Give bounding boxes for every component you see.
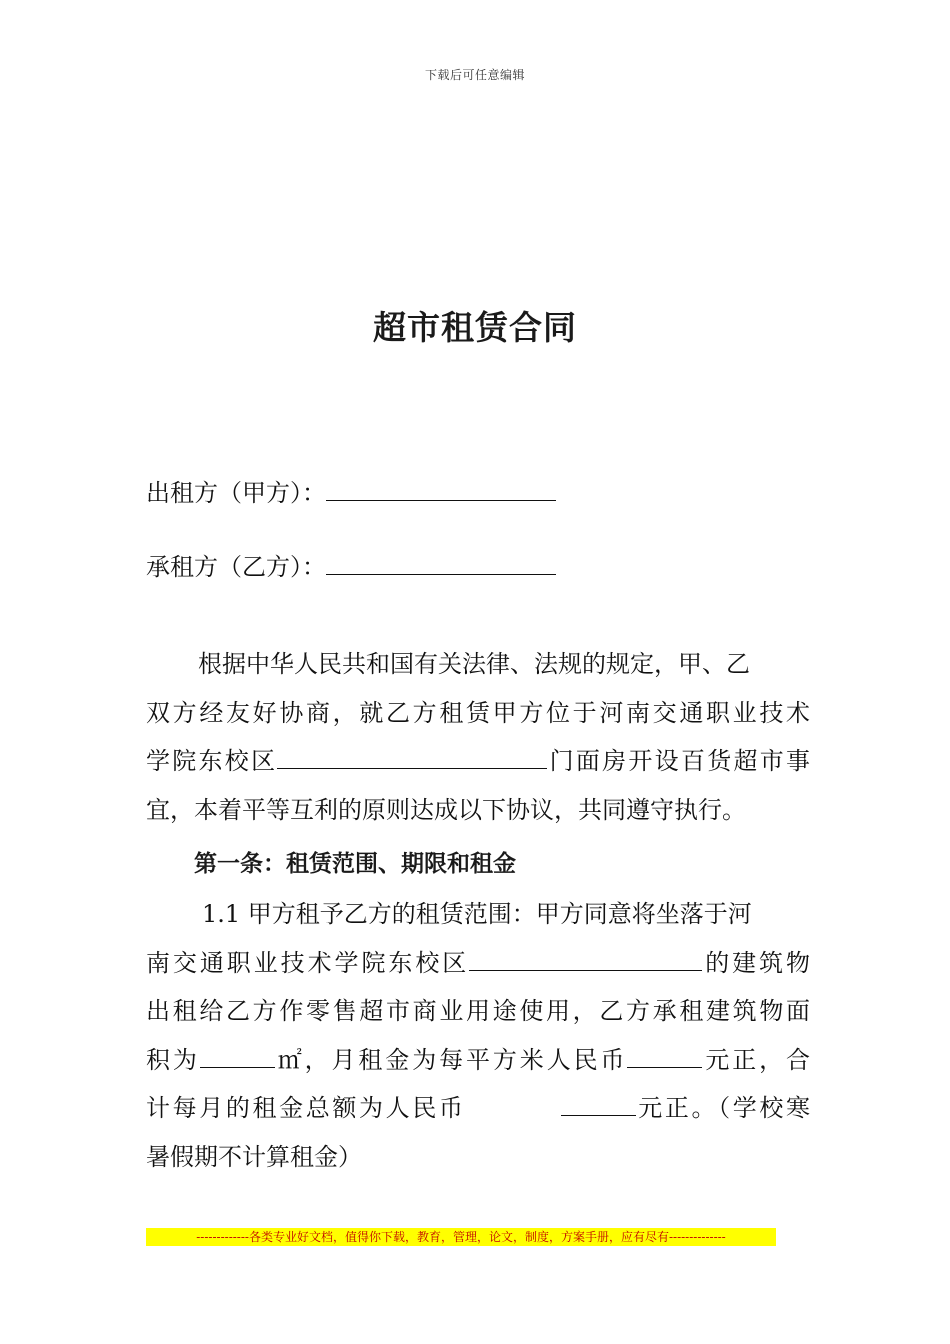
lessor-label: 出租方（甲方）： <box>146 479 326 507</box>
article-1-line-3: 出租给乙方作零售超市商业用途使用，乙方承租建筑物面 <box>146 997 810 1025</box>
article-1-line-2 <box>146 939 810 988</box>
article-1-line-4-a: 积为 <box>146 1045 200 1074</box>
article-1-line-2-end: 的建筑物 <box>702 948 810 977</box>
article-1-line-4 <box>146 1036 810 1085</box>
article-1-line-5 <box>146 1084 810 1133</box>
intro-line-4: 宜，本着平等互利的原则达成以下协议，共同遵守执行。 <box>146 795 746 824</box>
campus-location-blank <box>277 742 547 769</box>
lessee-blank <box>326 548 556 575</box>
header-note: 下载后可任意编辑 <box>424 68 525 82</box>
lessee-line <box>146 548 556 584</box>
lessor-blank <box>326 474 556 501</box>
intro-line-1 <box>146 640 810 689</box>
document-title: 超市租赁合同 <box>373 308 577 347</box>
total-rent-blank <box>561 1089 636 1116</box>
intro-paragraph <box>146 640 810 834</box>
article-1-line-4-b: ㎡，月租金为每平方米人民币 <box>274 1045 628 1074</box>
intro-line-3-start: 学院东校区 <box>146 747 278 775</box>
intro-line-3 <box>146 737 810 786</box>
article-1-line-2-start: 南交通职业技术学院东校区 <box>146 948 470 977</box>
intro-line-3-end: 门面房开设百货超市事 <box>547 747 811 775</box>
article-1-line-5-b: 元正。（学校寒 <box>635 1094 810 1122</box>
article-1-line-5-a: 计每月的租金总额为人民币 <box>146 1094 466 1122</box>
article-1-paragraph <box>146 890 810 1181</box>
area-blank <box>200 1041 275 1068</box>
article-1-line-1 <box>146 890 810 939</box>
footer-banner: -------------各类专业好文档，值得你下载，教育，管理，论文，制度，方案手册，应有尽有-------------- <box>146 1228 776 1246</box>
article-1-line-4-c: 元正，合 <box>702 1045 811 1074</box>
article-1-line-1-text: 1.1 甲方租予乙方的租赁范围：甲方同意将坐落于河 <box>202 900 752 928</box>
lessee-label: 承租方（乙方）： <box>146 553 326 581</box>
article-1-heading: 第一条：租赁范围、期限和租金 <box>194 851 516 877</box>
intro-line-1-text: 根据中华人民共和国有关法律、法规的规定，甲、乙 <box>198 650 750 678</box>
intro-line-2: 双方经友好协商，就乙方租赁甲方位于河南交通职业技术 <box>146 698 810 727</box>
lessor-line <box>146 474 556 510</box>
article-1-line-6: 暑假期不计算租金） <box>146 1142 362 1171</box>
building-location-blank <box>469 944 702 971</box>
unit-rent-blank <box>627 1041 702 1068</box>
